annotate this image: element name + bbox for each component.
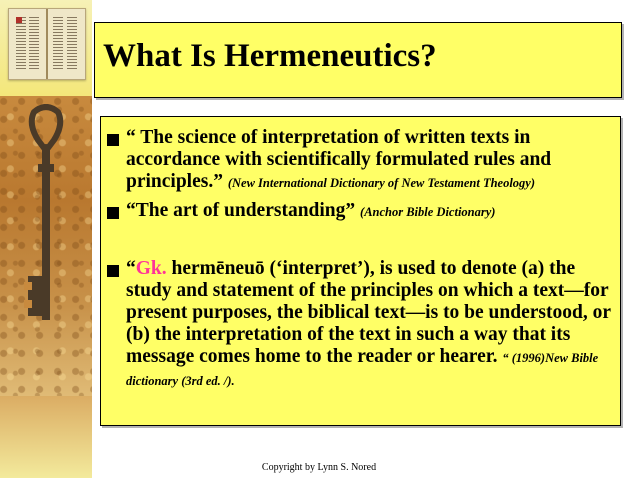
content-panel (100, 116, 621, 426)
definition-text-3: hermēneuō (‘interpret’), is used to denote (a) the study and statement of the principles on which a text—for present purposes, the biblical text—is to be understood, or (b) the interpretation of the text in such a way that its message comes home to the reader or hearer. (126, 258, 611, 367)
definition-item-3 (126, 258, 616, 392)
slide-title: What Is Hermeneutics? (103, 38, 437, 74)
bullet-square-icon (107, 134, 119, 146)
citation-1: (New International Dictionary of New Testament Theology) (227, 176, 536, 190)
bullet-square-icon (107, 265, 119, 277)
title-panel (94, 22, 622, 98)
left-decoration (0, 0, 92, 478)
citation-3: “ (1996)New Bible dictionary (3rd ed. /). (126, 351, 599, 388)
open-quote: “ (126, 258, 136, 279)
citation-2: (Anchor Bible Dictionary) (360, 205, 496, 219)
bullet-square-icon (107, 207, 119, 219)
definition-item-1 (126, 127, 616, 194)
definition-text-2: “The art of understanding” (126, 200, 356, 221)
key-image (18, 104, 74, 334)
definition-text-1: “ The science of interpretation of written texts in accordance with scientifically formulated rules and principles.” (126, 127, 552, 192)
copyright-footer: Copyright by Lynn S. Nored (261, 462, 377, 473)
definition-item-2 (126, 200, 616, 223)
book-image (8, 8, 86, 80)
greek-label: Gk. (135, 258, 167, 279)
